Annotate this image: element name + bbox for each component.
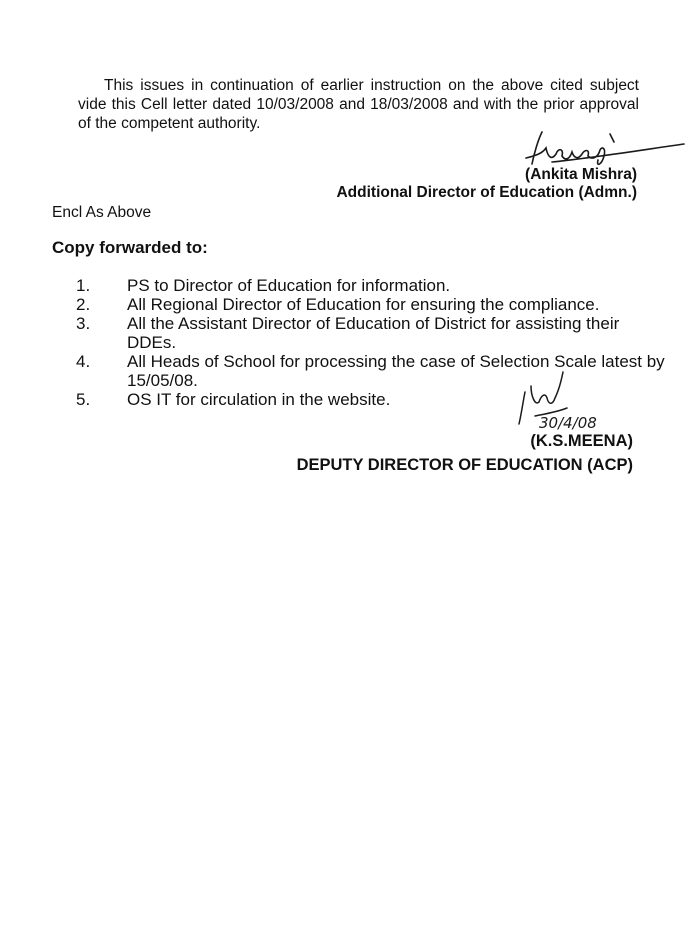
- signatory2-designation: DEPUTY DIRECTOR OF EDUCATION (ACP): [296, 456, 633, 474]
- list-item-number: 2.: [76, 295, 91, 314]
- list-item-number: 3.: [76, 314, 91, 333]
- list-item-number: 5.: [76, 390, 91, 409]
- signatory1-designation: Additional Director of Education (Admn.): [336, 184, 637, 201]
- list-item-text: All Heads of School for processing the case of Selection Scale latest by 15/05/08.: [127, 352, 665, 390]
- list-item-text: PS to Director of Education for information.: [127, 276, 451, 295]
- signature-date: 30/4/08: [539, 414, 597, 432]
- list-item-number: 4.: [76, 352, 91, 371]
- list-item: [76, 276, 666, 295]
- body-paragraph: This issues in continuation of earlier instruction on the above cited subject vide this Cell letter dated 10/03/2008 and 18/03/2008 and with the prior approval of the competent authority.: [78, 77, 639, 132]
- list-item-text: All Regional Director of Education for ensuring the compliance.: [127, 295, 600, 314]
- signature-ks-meena: [505, 362, 625, 442]
- list-item-number: 1.: [76, 276, 91, 295]
- copy-forwarded-heading: Copy forwarded to:: [52, 238, 208, 257]
- list-item: [76, 314, 666, 352]
- list-item: [76, 295, 666, 314]
- enclosure-note: Encl As Above: [52, 204, 152, 221]
- signatory1-name: (Ankita Mishra): [525, 166, 637, 183]
- list-item-text: OS IT for circulation in the website.: [127, 390, 391, 409]
- signatory2-name: (K.S.MEENA): [530, 432, 633, 450]
- list-item-text: All the Assistant Director of Education of District for assisting their DDEs.: [127, 314, 620, 352]
